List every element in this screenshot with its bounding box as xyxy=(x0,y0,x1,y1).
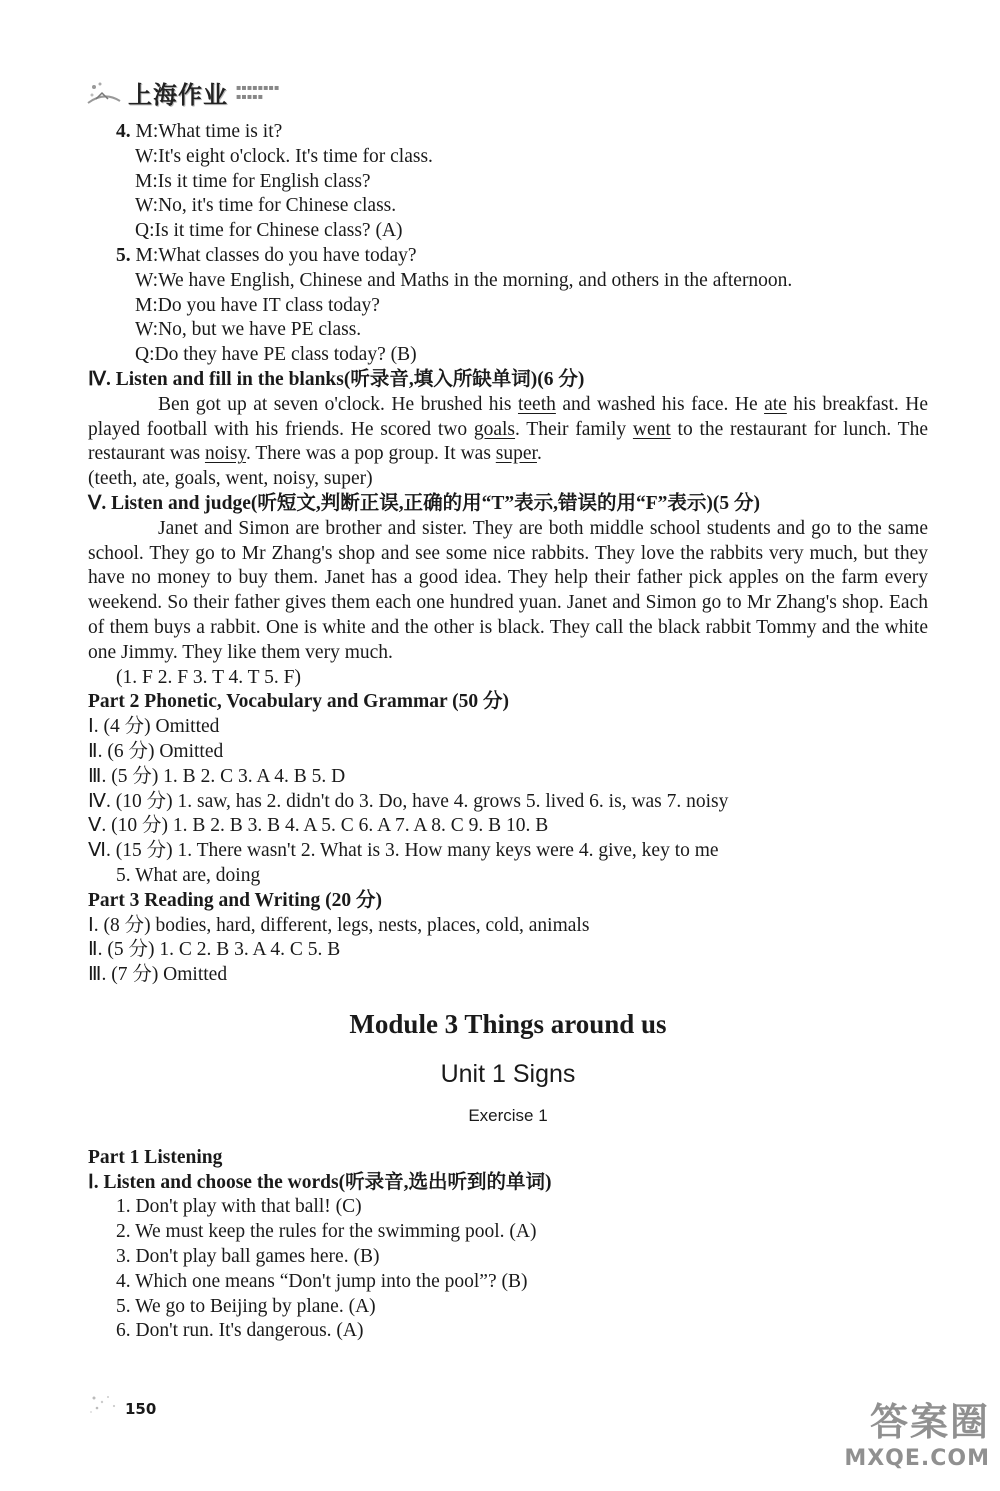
exercise-title: Exercise 1 xyxy=(468,1105,548,1125)
section-iv-answer-list: (teeth, ate, goals, went, noisy, super) xyxy=(88,468,373,490)
dialogue-4-line-2: W:It's eight o'clock. It's time for class. xyxy=(135,145,433,167)
dialogue-5-question: Q:Do they have PE class today? (B) xyxy=(135,344,417,366)
blank-answer: noisy xyxy=(204,443,246,465)
dialogue-5-line-4: W:No, but we have PE class. xyxy=(135,319,362,341)
part-2-item: Ⅱ. (6 分) Omitted xyxy=(88,740,224,762)
dialogue-4-line-3: M:Is it time for English class? xyxy=(135,170,371,192)
exercise-1-item: 3. Don't play ball games here. (B) xyxy=(116,1246,380,1268)
part-3-item: Ⅱ. (5 分) 1. C 2. B 3. A 4. C 5. B xyxy=(88,939,341,961)
exercise-1-item: 2. We must keep the rules for the swimming pool. (A) xyxy=(116,1221,537,1243)
dialogue-5-line-2: W:We have English, Chinese and Maths in the morning, and others in the afternoon. xyxy=(135,269,793,291)
answer-content xyxy=(88,120,938,1344)
section-v-answers: (1. F 2. F 3. T 4. T 5. F) xyxy=(116,666,301,688)
dialogue-4-line-1 xyxy=(88,120,938,145)
dialogue-4-question: Q:Is it time for Chinese class? (A) xyxy=(135,220,403,242)
part-2-item: Ⅲ. (5 分) 1. B 2. C 3. A 4. B 5. D xyxy=(88,765,346,787)
blank-answer: teeth xyxy=(517,393,556,415)
exercise-1-item: 6. Don't run. It's dangerous. (A) xyxy=(116,1320,364,1342)
part-2-heading: Part 2 Phonetic, Vocabulary and Grammar (50 分) xyxy=(88,691,510,713)
question-number: 5. xyxy=(116,244,131,266)
dialogue-5-line-3: M:Do you have IT class today? xyxy=(135,294,380,316)
dialogue-4-line-4: W:No, it's time for Chinese class. xyxy=(135,195,397,217)
part-3-item: Ⅰ. (8 分) bodies, hard, different, legs, nests, places, cold, animals xyxy=(88,914,590,936)
part-2-item: Ⅴ. (10 分) 1. B 2. B 3. B 4. A 5. C 6. A 7. A 8. C 9. B 10. B xyxy=(88,815,549,837)
section-v-heading: Ⅴ. Listen and judge(听短文,判断正误,正确的用“T”表示,错误的用“F”表示)(5 分) xyxy=(88,492,761,514)
part-2-item: Ⅵ. (15 分) 1. There wasn't 2. What is 3. How many keys were 4. give, key to me xyxy=(88,840,719,862)
blank-answer: goals xyxy=(473,418,516,440)
header-fine-print-decoration: ▪▪▪▪▪▪▪▪ ▪▪▪▪▪ xyxy=(236,83,280,101)
watermark-logo xyxy=(790,1391,990,1481)
section-v-passage: Janet and Simon are brother and sister. They are both middle school students and go to the same school. They go to Mr Zhang's shop and see some nice rabbits. They love the rabbits very much, but they have no money to buy them. Janet has a good idea. They help their father pick apples on the farm every weekend. So their father gives them each one hundred yuan. Janet and Simon go to Mr Zhang's shop. Each of them buys a rabbit. One is white and the other is black. They call the black rabbit Tommy and the white one Jimmy. They like them very much. xyxy=(88,517,928,663)
section-iv-passage: Ben got up at seven o'clock. He brushed his teeth and washed his face. He ate his breakfast. He played football with his friends. He scored two goals. Their family went to the restaurant for lunch. The restaurant was noisy. There was a pop group. It was super. xyxy=(88,393,928,465)
exercise-1-item: 5. We go to Beijing by plane. (A) xyxy=(116,1295,376,1317)
dialogue-text: M:What classes do you have today? xyxy=(135,244,417,266)
question-number: 4. xyxy=(116,121,131,142)
running-header xyxy=(86,70,279,114)
exercise-1-part-heading: Part 1 Listening xyxy=(88,1146,223,1168)
header-logo: 上海作业 xyxy=(128,80,228,109)
exercise-1-item: 4. Which one means “Don't jump into the pool”? (B) xyxy=(116,1270,528,1292)
exercise-1-section-heading: Ⅰ. Listen and choose the words(听录音,选出听到的单词) xyxy=(88,1171,552,1193)
page-number-decoration-icon xyxy=(88,1392,124,1416)
exercise-1-item: 1. Don't play with that ball! (C) xyxy=(116,1196,362,1218)
unit-title: Unit 1 Signs xyxy=(440,1059,576,1088)
watermark-url: MXQE.COM xyxy=(844,1446,990,1471)
part-3-heading: Part 3 Reading and Writing (20 分) xyxy=(88,889,382,911)
blank-answer: ate xyxy=(764,393,787,415)
watermark-brand: 答案圈 xyxy=(869,1400,990,1444)
header-decoration-icon xyxy=(86,77,122,107)
page-number: 150 xyxy=(125,1400,157,1418)
part-2-item: Ⅰ. (4 分) Omitted xyxy=(88,716,220,738)
part-2-item: Ⅳ. (10 分) 1. saw, has 2. didn't do 3. Do, have 4. grows 5. lived 6. is, was 7. noisy xyxy=(88,790,729,812)
section-iv-heading: Ⅳ. Listen and fill in the blanks(听录音,填入所缺单词)(6 分) xyxy=(88,368,585,390)
blank-answer: super xyxy=(495,443,537,465)
dialogue-5-line-1 xyxy=(88,244,938,269)
part-2-item-continuation: 5. What are, doing xyxy=(116,864,261,886)
blank-answer: went xyxy=(632,418,671,440)
module-title: Module 3 Things around us xyxy=(349,1008,667,1039)
dialogue-text: M:What time is it? xyxy=(135,121,283,142)
part-3-item: Ⅲ. (7 分) Omitted xyxy=(88,964,228,986)
